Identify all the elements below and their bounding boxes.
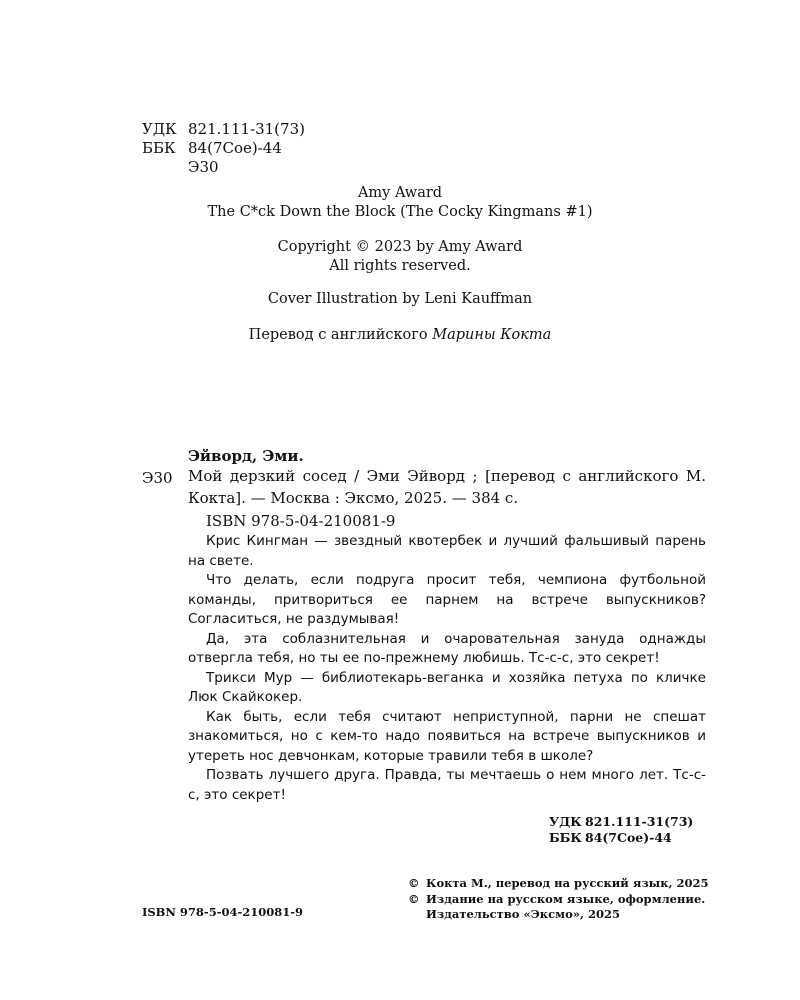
annotation-paragraph: Трикси Мур — библиотекарь-веганка и хозяйка петуха по кличке Люк Скайкокер. <box>188 669 706 705</box>
catalog-isbn: ISBN 978-5-04-210081-9 <box>206 512 396 530</box>
annotation-paragraph: Да, эта соблазнительная и очаровательная зануда однажды отвергла тебя, но ты ее по-прежнему любишь. Тс-с-с, это секрет! <box>188 630 706 666</box>
footer-copyrights <box>408 876 709 923</box>
translation-prefix: Перевод с английского <box>248 327 428 343</box>
bbk-row <box>549 830 693 846</box>
catalog-author-heading: Эйворд, Эми. <box>188 447 304 465</box>
copyright-translation-row <box>408 876 709 892</box>
udk-row <box>549 814 693 830</box>
copyright-publisher-row <box>408 907 709 923</box>
udk-value: 821.111-31(73) <box>585 814 694 829</box>
original-credits <box>120 184 680 222</box>
author-mark: Э30 <box>188 158 219 176</box>
cover-credit: Cover Illustration by Leni Kauffman <box>267 291 533 307</box>
annotation-paragraph: Что делать, если подруга просит тебя, чемпиона футбольной команды, притвориться ее парнем на встрече выпускников? Согласиться, не раздумывая! <box>188 572 706 627</box>
footer-isbn: ISBN 978-5-04-210081-9 <box>142 905 304 919</box>
copyright-line: Copyright © 2023 by Amy Award <box>277 239 523 255</box>
bbk-value: 84(7Сое)-44 <box>585 830 672 845</box>
catalog-bibliographic-entry: Мой дерзкий сосед / Эми Эйворд ; [перевод с английского М. Кокта]. — Москва : Эксмо, 2025. — 384 с. <box>188 467 706 507</box>
annotation-paragraph: Как быть, если тебя считают неприступной, парни не спешат знакомиться, но с кем-то надо появиться на встрече выпускников и утереть нос девчонкам, которые травили тебя в школе? <box>188 708 706 764</box>
copyright-notice <box>120 238 680 276</box>
copyright-publisher: Издательство «Эксмо», 2025 <box>426 907 620 921</box>
copyright-edition-row <box>408 892 709 908</box>
copyright-symbol: © <box>408 876 420 890</box>
copyright-symbol: © <box>408 891 420 906</box>
udk-row <box>142 120 305 139</box>
rights-line: All rights reserved. <box>329 258 471 274</box>
original-title: The C*ck Down the Block (The Cocky Kingmans #1) <box>207 204 593 220</box>
original-author: Amy Award <box>357 185 443 201</box>
translation-credit <box>120 326 680 345</box>
annotation <box>188 532 706 805</box>
bbk-value: 84(7Сое)-44 <box>188 139 282 157</box>
copyright-edition: Издание на русском языке, оформление. <box>426 891 706 906</box>
classification-codes-top <box>142 120 305 177</box>
udk-label: УДК <box>549 814 582 829</box>
bbk-row <box>142 139 305 158</box>
bbk-label: ББК <box>142 139 176 157</box>
annotation-paragraph: Позвать лучшего друга. Правда, ты мечтаешь о нем много лет. Тс-с-с, это секрет! <box>188 767 706 803</box>
udk-value: 821.111-31(73) <box>188 120 305 138</box>
classification-codes-bottom <box>549 814 693 846</box>
catalog-code: Э30 <box>142 469 173 487</box>
annotation-paragraph: Крис Кингман — звездный квотербек и лучший фальшивый парень на свете. <box>188 533 706 569</box>
udk-label: УДК <box>142 120 177 138</box>
translator-name: Марины Кокта <box>432 327 552 343</box>
copyright-translation: Кокта М., перевод на русский язык, 2025 <box>426 876 709 890</box>
bbk-label: ББК <box>549 830 582 845</box>
